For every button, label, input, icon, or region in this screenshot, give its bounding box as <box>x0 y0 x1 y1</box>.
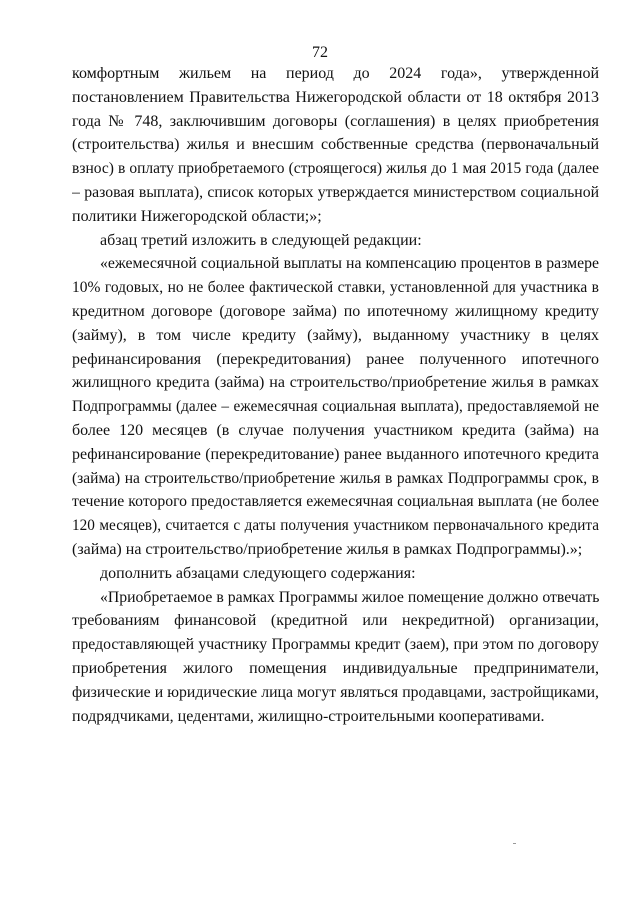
text-line: более 120 месяцев (в случае получения участником кредита (займа) на <box>72 421 599 439</box>
text-line: – разовая выплата), список которых утверждается министерством социальной <box>72 183 599 201</box>
text-line: года № 748, заключившим договоры (соглашения) в целях приобретения <box>72 112 599 130</box>
text-line: (займа) на строительство/приобретение жилья в рамках Подпрограммы срок, в <box>72 469 599 487</box>
text-line: (строительства) жилья и внесшим собственные средства (первоначальный <box>72 136 599 154</box>
text-line: Подпрограммы (далее – ежемесячная социальная выплата), предоставляемой не <box>72 398 599 416</box>
document-body <box>72 62 599 728</box>
text-line: «Приобретаемое в рамках Программы жилое помещение должно отвечать <box>100 588 599 606</box>
text-line: требованиям финансовой (кредитной или некредитной) организации, <box>72 612 599 630</box>
text-line: (займа) на строительство/приобретение жилья в рамках Подпрограммы).»; <box>72 540 583 558</box>
text-line: кредитном договоре (договоре займа) по ипотечному жилищному кредиту <box>72 302 599 320</box>
text-line: приобретения жилого помещения индивидуальные предприниматели, <box>72 659 599 677</box>
text-line: физические и юридические лица могут являться продавцами, застройщиками, <box>72 683 599 701</box>
text-line: течение которого предоставляется ежемесячная социальная выплата (не более <box>72 493 599 511</box>
text-line: жилищного кредита (займа) на строительство/приобретение жилья в рамках <box>72 374 599 392</box>
text-line: дополнить абзацами следующего содержания: <box>100 564 416 582</box>
text-line: 10% годовых, но не более фактической ставки, установленной для участника в <box>72 279 599 297</box>
text-line: взнос) в оплату приобретаемого (строящегося) жилья до 1 мая 2015 года (далее <box>72 160 599 178</box>
text-line: политики Нижегородской области;»; <box>72 207 322 225</box>
text-line: предоставляющей участнику Программы кредит (заем), при этом по договору <box>72 636 599 654</box>
text-line: рефинансирование (перекредитование) ранее выданного ипотечного кредита <box>72 445 599 463</box>
text-line: «ежемесячной социальной выплаты на компенсацию процентов в размере <box>100 255 599 273</box>
scan-speck <box>513 843 516 844</box>
text-line: рефинансирования (перекредитования) ранее полученного ипотечного <box>72 350 599 368</box>
text-line: абзац третий изложить в следующей редакции: <box>100 231 422 249</box>
page-number: 72 <box>312 44 328 61</box>
text-line: постановлением Правительства Нижегородской области от 18 октября 2013 <box>72 88 599 106</box>
text-line: (займу), в том числе кредиту (займу), выданному участнику в целях <box>72 326 599 344</box>
text-line: 120 месяцев), считается с даты получения участником первоначального кредита <box>72 517 599 535</box>
text-line: подрядчиками, цедентами, жилищно-строительными кооперативами. <box>72 707 545 725</box>
text-line: комфортным жильем на период до 2024 года», утвержденной <box>72 65 599 82</box>
